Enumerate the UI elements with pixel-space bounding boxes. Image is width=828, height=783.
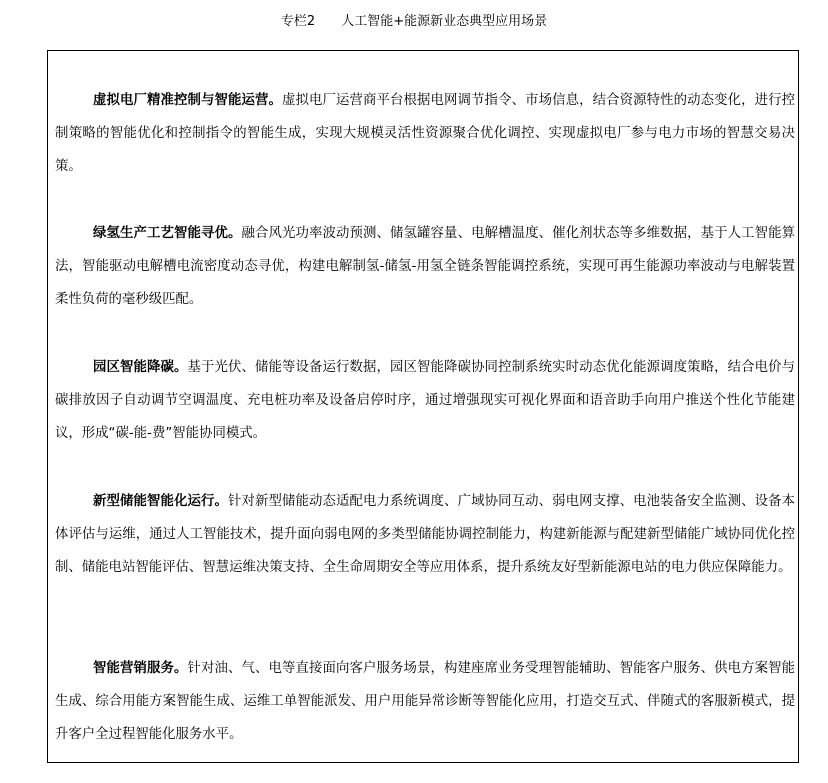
entry-heading: 虚拟电厂精准控制与智能运营。 [93, 93, 283, 109]
box-title-label: 专栏2 [280, 14, 316, 29]
entry-body: 基于光伏、储能等设备运行数据，园区智能降碳协同控制系统实时动态优化能源调度策略，结合电价与碳排放因子自动调节空调温度、充电桩功率及设备启停时序，通过增强现实可视化界面和语音助手向用户推送个性化节能建议，形成“碳-能-费”智能协同模式。 [55, 360, 795, 442]
entry-smart-marketing [55, 652, 795, 751]
entry-body: 虚拟电厂运营商平台根据电网调节指令、市场信息，结合资源特性的动态变化，进行控制策略的智能优化和控制指令的智能生成，实现大规模灵活性资源聚合优化调控、实现虚拟电厂参与电力市场的智慧交易决策。 [55, 93, 795, 175]
entry-heading: 绿氢生产工艺智能寻优。 [93, 226, 242, 242]
entry-virtual-power-plant [55, 84, 795, 183]
entry-green-hydrogen [55, 217, 795, 316]
entry-heading: 智能营销服务。 [93, 661, 188, 677]
feature-box [47, 50, 799, 763]
entry-park-carbon-reduction [55, 351, 795, 450]
entry-heading: 园区智能降碳。 [93, 360, 188, 376]
entry-energy-storage [55, 485, 795, 584]
entry-body: 针对油、气、电等直接面向客户服务场景，构建座席业务受理智能辅助、智能客户服务、供电方案智能生成、综合用能方案智能生成、运维工单智能派发、用户用能异常诊断等智能化应用，打造交互式、伴随式的客服新模式，提升客户全过程智能化服务水平。 [55, 661, 795, 743]
entry-body: 融合风光功率波动预测、储氢罐容量、电解槽温度、催化剂状态等多维数据，基于人工智能算法，智能驱动电解槽电流密度动态寻优，构建电解制氢-储氢-用氢全链条智能调控系统，实现可再生能源功率波动与电解装置柔性负荷的毫秒级匹配。 [55, 226, 796, 308]
box-title-text: 人工智能+能源新业态典型应用场景 [341, 14, 548, 29]
box-title [0, 12, 828, 32]
entry-body: 针对新型储能动态适配电力系统调度、广域协同互动、弱电网支撑、电池装备安全监测、设备本体评估与运维，通过人工智能技术，提升面向弱电网的多类型储能协调控制能力，构建新能源与配建新型储能广域协同优化控制、储能电站智能评估、智慧运维决策支持、全生命周期安全等应用体系，提升系统友好型新能源电站的电力供应保障能力。 [55, 494, 796, 576]
entry-heading: 新型储能智能化运行。 [93, 494, 229, 510]
